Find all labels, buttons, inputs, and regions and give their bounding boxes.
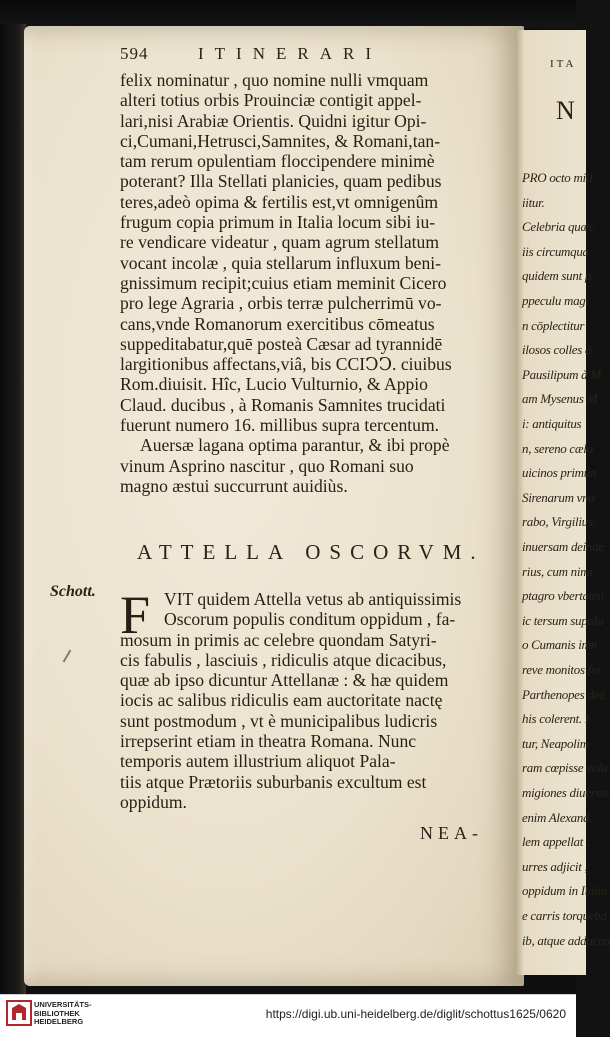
facing-text-line: oppidum in Italia — [522, 883, 608, 899]
text-line: alteri totius orbis Prouinciæ contigit appel- — [120, 90, 422, 111]
facing-text-line: PRO octo mill — [522, 170, 593, 185]
facing-text-line: am Mysenus M — [522, 391, 598, 407]
facing-text-line: quidem sunt p — [522, 268, 592, 284]
section-text-line: irrepserint etiam in theatra Romana. Nunc — [120, 731, 417, 752]
main-text-block — [120, 70, 490, 496]
section-text-line: mosum in primis ac celebre quondam Satyri- — [120, 629, 437, 650]
text-line: largitionibus affectans,viâ, bis CCIↃↃ. ciuibus — [120, 354, 452, 375]
facing-text-line: Sirenarum vna — [522, 489, 595, 505]
library-name-line-2: BIBLIOTHEK — [34, 1008, 80, 1018]
facing-text-line: Celebria quæc — [522, 219, 595, 235]
book-left-edge — [0, 24, 26, 994]
library-logo-icon — [6, 1000, 32, 1026]
section-text-line: iocis ac salibus ridiculis eam auctoritate nactę — [120, 690, 443, 711]
text-line: cans,vnde Romanorum exercitibus cōmeatus — [120, 313, 435, 334]
facing-text-line: ptagro vbertaten — [522, 588, 604, 604]
text-line: frugum copia primum in Italia locum sibi iu- — [120, 212, 436, 233]
facing-text-line: his colerent. I — [522, 711, 589, 727]
library-name-line-3: HEIDELBERG — [34, 1017, 84, 1026]
section-title: ATTELLA OSCORVM. — [137, 540, 485, 564]
facing-text-line: inuersam deinde — [522, 539, 604, 554]
facing-text-line: Parthenopes dea — [522, 686, 606, 702]
facing-text-line: n cōplectitur — [522, 317, 585, 333]
library-name-line-1: UNIVERSITÄTS- — [34, 1000, 92, 1009]
facing-text-line: rabo, Virgilius, — [522, 514, 596, 530]
text-line: lari,nisi Arabiæ Orientis. Quidni igitur Opi- — [120, 110, 427, 131]
text-line: suppeditabatur,quē posteà Cæsar ad tyrannidē — [120, 333, 443, 354]
viewer-footer — [0, 994, 576, 1037]
facing-running-title: ITA — [550, 58, 577, 70]
facing-text-line: lem appellat : — [522, 834, 591, 850]
text-line: magno æstui succurrunt auidiùs. — [120, 475, 348, 496]
margin-note: Schott. — [50, 583, 96, 600]
text-line: ci,Cumani,Hetrusci,Samnites, & Romani,tan- — [120, 130, 441, 151]
section-text-line: Oscorum populis conditum oppidum , fa- — [164, 609, 456, 630]
page-header — [120, 44, 480, 70]
section-text-line: temporis autem illustrium aliquot Pala- — [120, 751, 396, 772]
facing-text-line: Pausilipum à M — [522, 366, 601, 382]
facing-text-line: ib, atque adducna — [522, 932, 610, 948]
text-line: Rom.diuisit. Hîc, Lucio Vulturnio, & Appio — [120, 374, 428, 395]
text-line: gnissimum recipit;cuius etiam meminit Cicero — [120, 272, 447, 293]
catchword: NEA- — [420, 823, 483, 843]
facing-text-line: iis circumqua — [522, 243, 589, 259]
facing-text-line: o Cumanis imn — [522, 637, 597, 653]
text-line: vocant incolæ , quia stellarum influxum beni- — [120, 252, 442, 273]
facing-text-line: n, sereno cælo — [522, 440, 593, 456]
section-text-line: oppidum. — [120, 791, 187, 812]
drop-cap: F — [120, 585, 151, 645]
section-text-line: VIT quidem Attella vetus ab antiquissimis — [164, 589, 462, 609]
section-text-line: tiis atque Prætoriis suburbanis excultum est — [120, 771, 427, 792]
facing-text-line: e carris torqueba — [522, 908, 607, 923]
text-line: teres,adeò opima & fertilis est,vt omnigenûm — [120, 191, 439, 212]
text-line: felix nominatur , quo nomine nulli vmquam — [120, 70, 429, 90]
book-top-edge — [0, 0, 576, 28]
section-text-line: sunt postmodum , vt è municipalibus ludicris — [120, 710, 438, 731]
facing-page-fragment — [516, 30, 610, 975]
text-line: tam rerum opulentiam floccipendere minimè — [120, 151, 435, 172]
permalink-url[interactable]: https://digi.ub.uni-heidelberg.de/diglit/schottus1625/0620 — [265, 1007, 566, 1021]
page-number: 594 — [120, 44, 149, 63]
facing-text-line: ram cœpisse volu — [522, 760, 608, 776]
facing-text-line: urres adjicit , — [522, 858, 588, 874]
facing-text-line: tur, Neapolim — [522, 735, 589, 751]
section-text-line: quæ ab ipso dicuntur Attellanæ : & hæ quidem — [120, 670, 449, 691]
text-line: Claud. ducibus , à Romanis Samnites trucidati — [120, 394, 446, 415]
text-line: poterant? Illa Stellati planicies, quam pedibus — [120, 171, 442, 192]
facing-text-line: enim Alexand — [522, 809, 590, 825]
section-text-block — [120, 585, 490, 812]
facing-text-line: rius, cum nimi — [522, 563, 593, 579]
facing-text-line: reve monitos fer — [522, 662, 602, 677]
facing-text-line: uicinos primūn — [522, 465, 597, 481]
facing-section-initial: N — [556, 96, 579, 125]
facing-text-line: iitur. — [522, 194, 545, 210]
facing-text-line: migiones diuersæ — [522, 785, 609, 800]
section-text-line: cis fabulis , lasciuis , ridiculis atque dicacibus, — [120, 649, 447, 670]
facing-text-line: ic tersum suppla — [522, 612, 604, 628]
text-line: re vendicare videatur , quam agrum stellatum — [120, 232, 440, 253]
text-line: Auersæ lagana optima parantur, & ibi propè — [140, 435, 450, 456]
facing-text-line: ilosos colles à — [522, 342, 592, 358]
facing-text-line: i: antiquitus — [522, 416, 582, 431]
text-line: fuerunt numero 16. millibus supra tercentum. — [120, 415, 440, 436]
facing-text-line: ppeculu magi — [522, 293, 589, 308]
running-title: ITINERARI — [198, 44, 382, 63]
text-line: vinum Asprino nascitur , quo Romani suo — [120, 455, 414, 476]
library-name — [34, 1001, 92, 1027]
text-line: pro lege Agraria , orbis terræ pulcherrimū vo- — [120, 293, 442, 314]
